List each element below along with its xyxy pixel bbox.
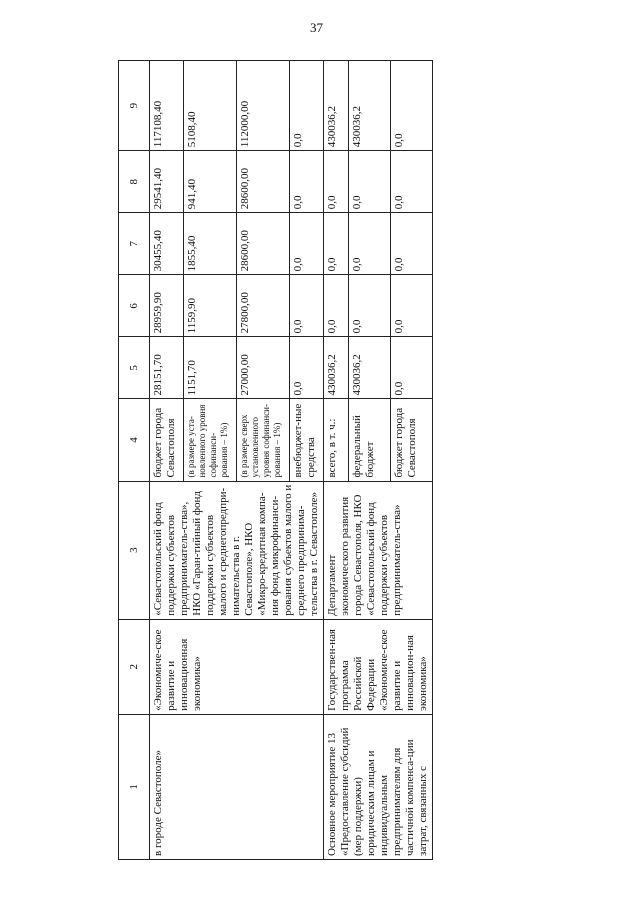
- header-row: [119, 61, 150, 860]
- col-header-5: 5: [119, 337, 150, 399]
- total-cell: 430036,2: [348, 61, 390, 151]
- value-cell: 27800,00: [236, 275, 289, 337]
- value-cell: 1151,70: [183, 337, 236, 399]
- total-cell: 430036,2: [324, 61, 349, 151]
- value-cell: 0,0: [348, 151, 390, 213]
- value-cell: 0,0: [390, 275, 432, 337]
- value-cell: 430036,2: [324, 337, 349, 399]
- funding-source-cell: (в размере уста-новленного уровня софинанси-рования – 1%): [183, 399, 236, 481]
- value-cell: 0,0: [324, 275, 349, 337]
- funding-source-cell: внебюджет-ные средства: [290, 399, 324, 481]
- funding-source-cell: всего, в т. ч.:: [324, 399, 349, 481]
- value-cell: 0,0: [290, 337, 324, 399]
- value-cell: 29541,40: [150, 151, 184, 213]
- value-cell: 0,0: [390, 337, 432, 399]
- value-cell: 941,40: [183, 151, 236, 213]
- col-header-7: 7: [119, 213, 150, 275]
- event-name-cell: Основное мероприятие 13 «Предоставление субсидий (мер поддержки) юридическим лицам и индивидуальным предпринимателям для частичной компенса-ции затрат, связанных с: [324, 714, 433, 859]
- funding-source-cell: федеральный бюджет: [348, 399, 390, 481]
- total-cell: 5108,40: [183, 61, 236, 151]
- col-header-4: 4: [119, 399, 150, 481]
- funding-source-cell: бюджет города Севастополя: [390, 399, 432, 481]
- col-header-8: 8: [119, 151, 150, 213]
- funding-source-cell: бюджет города Севастополя: [150, 399, 184, 481]
- value-cell: 430036,2: [348, 337, 390, 399]
- total-cell: 0,0: [390, 61, 432, 151]
- executor-cell: Департамент экономического развития города Севастополя, НКО «Севастопольский фонд поддержки субъектов предприниматель-ства»: [324, 481, 433, 619]
- total-cell: 117108,40: [150, 61, 184, 151]
- col-header-6: 6: [119, 275, 150, 337]
- value-cell: 0,0: [348, 275, 390, 337]
- value-cell: 0,0: [348, 213, 390, 275]
- value-cell: 28600,00: [236, 151, 289, 213]
- total-cell: 0,0: [290, 61, 324, 151]
- value-cell: 0,0: [324, 151, 349, 213]
- value-cell: 0,0: [390, 151, 432, 213]
- funding-source-cell: (в размере сверх установленного уровня софинанси-рования – 1%): [236, 399, 289, 481]
- value-cell: 1159,90: [183, 275, 236, 337]
- program-table: [118, 60, 433, 860]
- value-cell: 27000,00: [236, 337, 289, 399]
- executor-cell: «Севастопольский фонд поддержки субъектов предприниматель-ства», НКО «Гаран-тийный фонд поддержки субъектов малого и среднегопредпри-нимательства в г. Севастополе», НКО «Микро-кредитная компа-ния фонд микрофинанси-рования субъектов малого и среднего предпринима-тельства в г. Севастополе»: [150, 481, 324, 619]
- value-cell: 30455,40: [150, 213, 184, 275]
- total-cell: 112000,00: [236, 61, 289, 151]
- col-header-2: 2: [119, 619, 150, 714]
- value-cell: 0,0: [290, 213, 324, 275]
- table-row: [150, 61, 184, 860]
- event-name-cell: в городе Севастополе»: [150, 714, 324, 859]
- value-cell: 0,0: [290, 151, 324, 213]
- value-cell: 28959,90: [150, 275, 184, 337]
- value-cell: 28600,00: [236, 213, 289, 275]
- value-cell: 1855,40: [183, 213, 236, 275]
- program-cell: Государствен-ная программа Российской Федерации «Экономиче-ское развитие и инновацион-ная экономика»: [324, 619, 433, 714]
- rotated-table-container: [118, 60, 633, 860]
- value-cell: 0,0: [390, 213, 432, 275]
- col-header-9: 9: [119, 61, 150, 151]
- table-row: [324, 61, 349, 860]
- col-header-3: 3: [119, 481, 150, 619]
- program-cell: «Экономиче-ское развитие и инновационная экономика»: [150, 619, 324, 714]
- value-cell: 0,0: [324, 213, 349, 275]
- col-header-1: 1: [119, 714, 150, 859]
- value-cell: 0,0: [290, 275, 324, 337]
- value-cell: 28151,70: [150, 337, 184, 399]
- page-number: 37: [310, 20, 323, 35]
